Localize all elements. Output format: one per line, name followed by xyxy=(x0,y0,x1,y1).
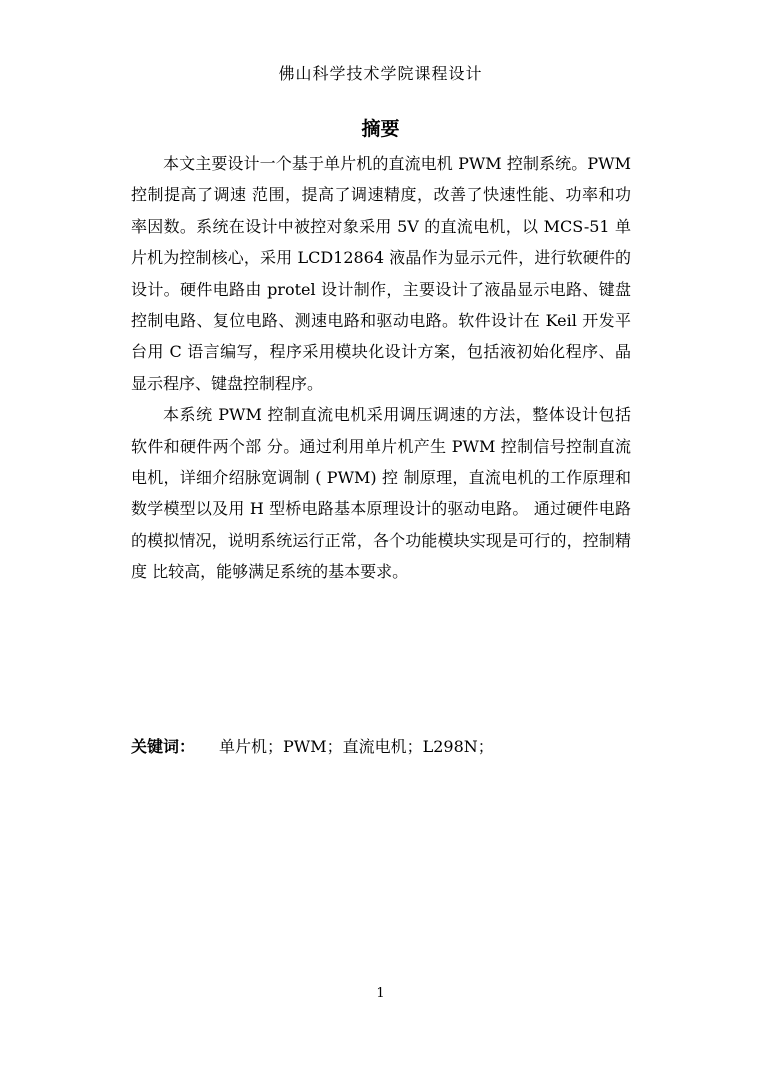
abstract-body xyxy=(131,148,631,588)
keywords-value: 单片机；PWM；直流电机；L298N； xyxy=(219,737,494,756)
page-number: 1 xyxy=(376,986,385,1001)
abstract-paragraph-2: 本系统 PWM 控制直流电机采用调压调速的方法，整体设计包括软件和硬件两个部 分。通过利用单片机产生 PWM 控制信号控制直流电机，详细介绍脉宽调制 ( PWM) 控 制原理，直流电机的工作原理和数学模型以及用 H 型桥电路基本原理设计的驱动电路。 通过硬件电路的模拟情况，说明系统运行正常，各个功能模块实现是可行的，控制精度 比较高，能够满足系统的基本要求。 xyxy=(131,405,631,582)
page-header: 佛山科学技术学院课程设计 xyxy=(278,64,483,83)
keywords-label: 关键词： xyxy=(131,737,196,756)
keywords-line xyxy=(131,735,631,759)
abstract-paragraph-1: 本文主要设计一个基于单片机的直流电机 PWM 控制系统。PWM 控制提高了调速 范围，提高了调速精度，改善了快速性能、功率和功率因数。系统在设计中被控对象采用 5V 的直流电机，以 MCS-51 单片机为控制核心，采用 LCD12864 液晶作为显示元件，进行软硬件的设计。硬件电路由 protel 设计制作，主要设计了液晶显示电路、键盘控制电路、复位电路、测速电路和驱动电路。软件设计在 Keil 开发平台用 C 语言编写，程序采用模块化设计方案，包括液初始化程序、晶显示程序、键盘控制程序。 xyxy=(131,154,631,393)
abstract-title: 摘要 xyxy=(361,118,400,140)
